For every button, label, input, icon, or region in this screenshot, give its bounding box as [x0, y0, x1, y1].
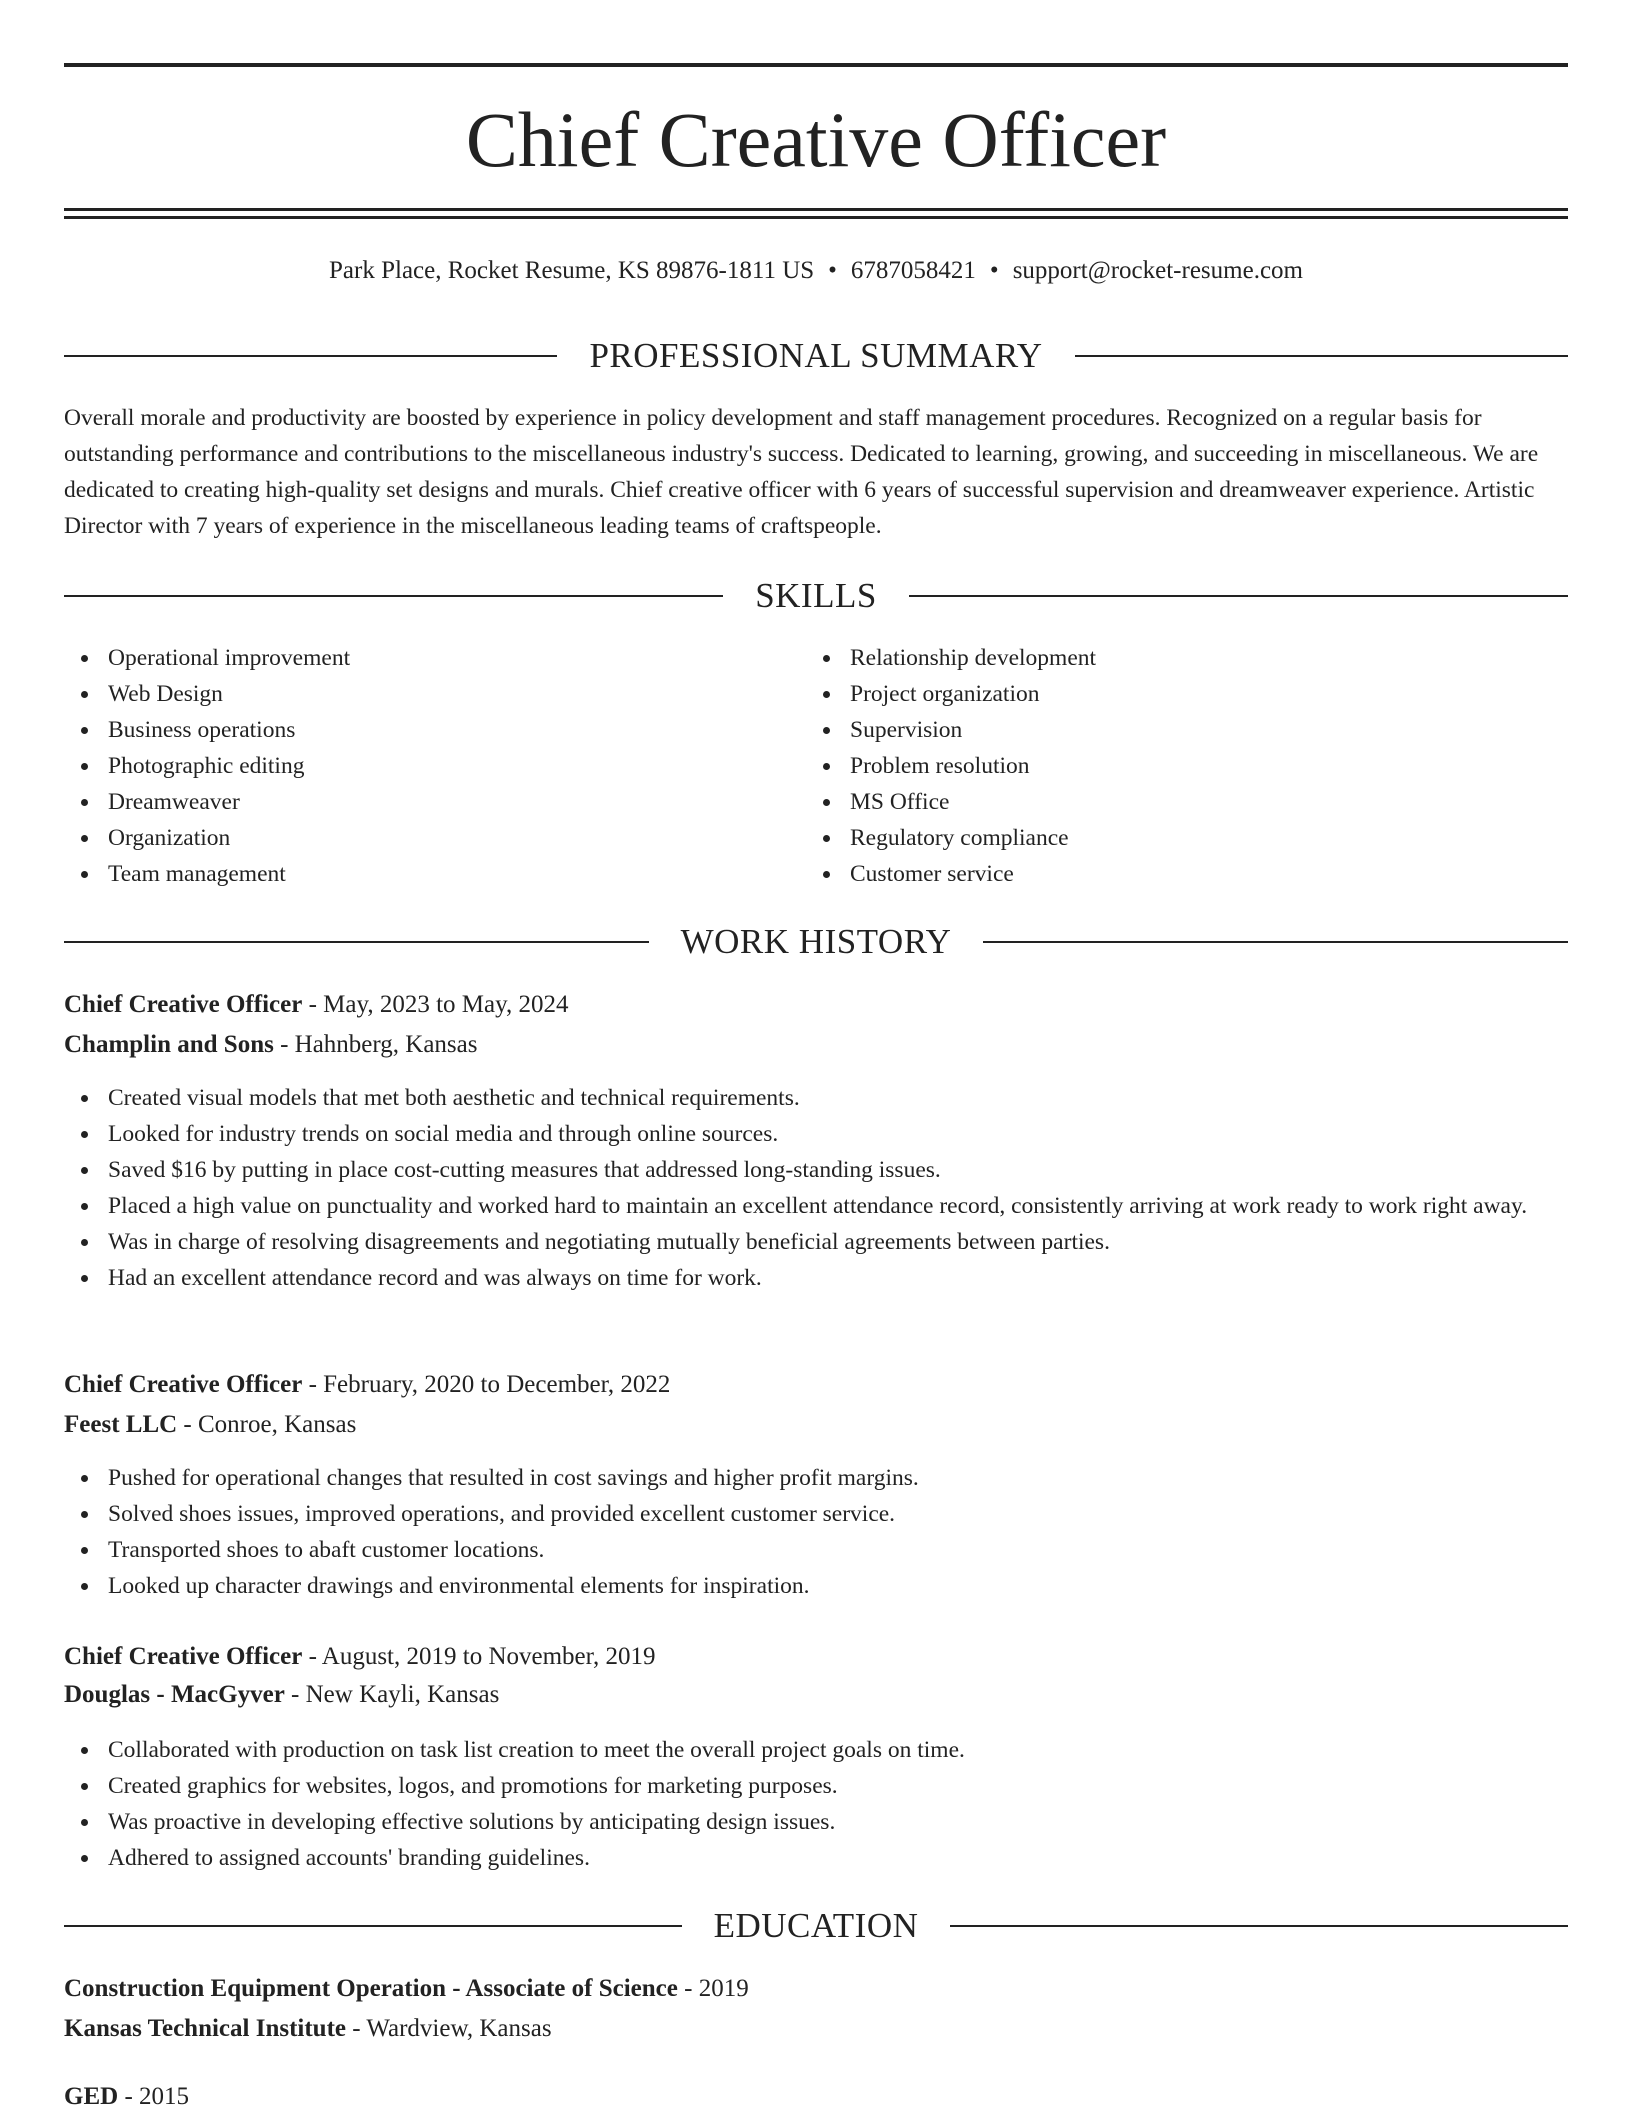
education-degree: GED [64, 2083, 119, 2110]
job-bullets [64, 1460, 1568, 1604]
heading-rule [950, 1925, 1568, 1927]
skill-item: Regulatory compliance [806, 820, 1506, 856]
job-title-line [64, 988, 1568, 1022]
education-location: - Wardview, Kansas [346, 2015, 552, 2042]
job-bullet: Pushed for operational changes that resulted in cost savings and higher profit margins. [64, 1460, 1568, 1496]
job-title: Chief Creative Officer [64, 1643, 303, 1670]
skill-item: Dreamweaver [64, 784, 764, 820]
skill-item: Supervision [806, 712, 1506, 748]
job-bullet: Had an excellent attendance record and was always on time for work. [64, 1260, 1568, 1296]
job-bullets [64, 1732, 1568, 1876]
heading-rule [983, 941, 1568, 943]
education-year: - 2015 [118, 2083, 190, 2110]
job-company: Feest LLC [64, 1411, 178, 1438]
contact-separator: • [989, 257, 999, 284]
job-dates: - August, 2019 to November, 2019 [302, 1643, 656, 1670]
contact-email[interactable]: support@rocket-resume.com [1012, 257, 1303, 284]
job-bullet: Looked for industry trends on social media and through online sources. [64, 1116, 1568, 1152]
job-title: Chief Creative Officer [64, 1371, 303, 1398]
header-double-rule-lower [64, 216, 1568, 219]
section-heading-work [64, 920, 1568, 964]
job-bullet: Placed a high value on punctuality and worked hard to maintain an excellent attendance record, consistently arriving at work ready to work right away. [64, 1188, 1568, 1224]
skill-item: Team management [64, 856, 764, 892]
skill-item: MS Office [806, 784, 1506, 820]
job-location: - New Kayli, Kansas [284, 1681, 500, 1708]
skill-item: Operational improvement [64, 640, 764, 676]
job-dates: - February, 2020 to December, 2022 [302, 1371, 671, 1398]
education-degree-line [64, 2080, 1568, 2114]
job-title-line [64, 1640, 1568, 1674]
job-bullet: Was in charge of resolving disagreements and negotiating mutually beneficial agreements between parties. [64, 1224, 1568, 1260]
section-heading-summary [64, 334, 1568, 378]
skills-list-right [806, 640, 1506, 892]
header-double-rule-upper [64, 208, 1568, 211]
heading-rule [64, 941, 649, 943]
education-school-line [64, 2012, 1568, 2046]
job-company: Douglas - MacGyver [64, 1681, 285, 1708]
heading-rule [64, 595, 723, 597]
job-title: Chief Creative Officer [64, 991, 303, 1018]
job-company-line [64, 1028, 1568, 1062]
summary-text: Overall morale and productivity are boosted by experience in policy development and staff management procedures. Recognized on a regular basis for outstanding performance and contributions to the miscellaneous industry's success. Dedicated to learning, growing, and succeeding in miscellaneous. We are dedicated to creating high-quality set designs and murals. Chief creative officer with 6 years of successful supervision and dreamweaver experience. Artistic Director with 7 years of experience in the miscellaneous leading teams of craftspeople. [64, 405, 1539, 539]
job-location: - Conroe, Kansas [177, 1411, 357, 1438]
contact-address: Park Place, Rocket Resume, KS 89876-1811 US [329, 257, 815, 284]
job-bullet: Created visual models that met both aesthetic and technical requirements. [64, 1080, 1568, 1116]
job-bullet: Created graphics for websites, logos, and promotions for marketing purposes. [64, 1768, 1568, 1804]
education-year: - 2019 [677, 1975, 749, 2002]
job-dates: - May, 2023 to May, 2024 [302, 991, 569, 1018]
job-bullet: Solved shoes issues, improved operations, and provided excellent customer service. [64, 1496, 1568, 1532]
section-heading-skills [64, 574, 1568, 618]
section-title: PROFESSIONAL SUMMARY [589, 336, 1043, 375]
heading-rule [64, 1925, 682, 1927]
skill-item: Problem resolution [806, 748, 1506, 784]
skill-item: Relationship development [806, 640, 1506, 676]
job-bullet: Adhered to assigned accounts' branding guidelines. [64, 1840, 1568, 1876]
section-heading-education [64, 1904, 1568, 1948]
job-bullet: Was proactive in developing effective solutions by anticipating design issues. [64, 1804, 1568, 1840]
job-company: Champlin and Sons [64, 1031, 274, 1058]
job-bullet: Saved $16 by putting in place cost-cutting measures that addressed long-standing issues. [64, 1152, 1568, 1188]
job-bullet: Looked up character drawings and environmental elements for inspiration. [64, 1568, 1568, 1604]
job-bullet: Transported shoes to abaft customer locations. [64, 1532, 1568, 1568]
job-bullet: Collaborated with production on task list creation to meet the overall project goals on time. [64, 1732, 1568, 1768]
job-company-line [64, 1408, 1568, 1442]
education-school: Kansas Technical Institute [64, 2015, 347, 2042]
contact-line [64, 254, 1568, 288]
contact-separator: • [828, 257, 837, 284]
header-top-rule [64, 63, 1568, 67]
job-bullets [64, 1080, 1568, 1296]
section-title: EDUCATION [713, 1906, 919, 1945]
job-title-line [64, 1368, 1568, 1402]
heading-rule [1075, 355, 1568, 357]
section-title: WORK HISTORY [680, 922, 952, 961]
resume-name: Chief Creative Officer [465, 96, 1167, 183]
skill-item: Web Design [64, 676, 764, 712]
section-title: SKILLS [755, 576, 877, 615]
skill-item: Business operations [64, 712, 764, 748]
contact-phone: 6787058421 [850, 257, 976, 284]
job-company-line [64, 1678, 1568, 1712]
education-degree-line [64, 1972, 1568, 2006]
education-degree: Construction Equipment Operation - Associate of Science [64, 1975, 678, 2002]
job-location: - Hahnberg, Kansas [273, 1031, 478, 1058]
heading-rule [909, 595, 1568, 597]
skill-item: Organization [64, 820, 764, 856]
skill-item: Customer service [806, 856, 1506, 892]
skills-list-left [64, 640, 764, 892]
heading-rule [64, 355, 557, 357]
skill-item: Project organization [806, 676, 1506, 712]
skill-item: Photographic editing [64, 748, 764, 784]
